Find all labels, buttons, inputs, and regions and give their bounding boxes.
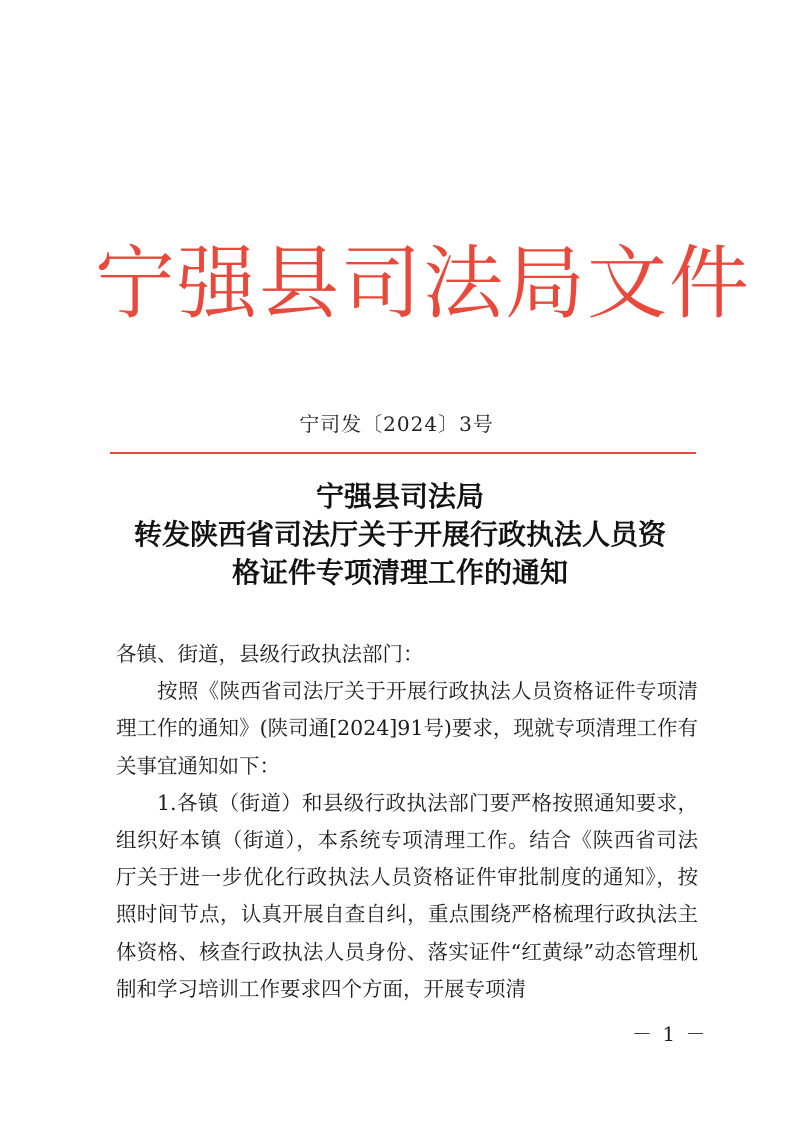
salutation: 各镇、街道，县级行政执法部门： [116,642,424,666]
notice-title [100,478,700,592]
red-separator-line [110,452,696,454]
notice-title-line-1: 宁强县司法局 [315,480,484,513]
document-number: 宁司发〔2024〕3号 [299,412,494,436]
body-paragraph-2: 1.各镇（街道）和县级行政执法部门要严格按照通知要求，组织好本镇（街道），本系统专项清理工作。结合《陕西省司法厅关于进一步优化行政执法人员资格证件审批制度的通知》，按照时间节点，认真开展自查自纠，重点围绕严格梳理行政执法主体资格、核查行政执法人员身份、落实证件“红黄绿”动态管理机制和学习培训工作要求四个方面，开展专项清 [116,790,698,1001]
masthead-title: 宁强县司法局文件 [95,237,751,330]
notice-title-line-3: 格证件专项清理工作的通知 [231,556,568,589]
body-paragraph-1: 按照《陕西省司法厅关于开展行政执法人员资格证件专项清理工作的通知》(陕司通[2024]91号)要求，现就专项清理工作有关事宜通知如下： [116,679,698,778]
notice-body [116,636,698,1008]
page-number: － 1 － [632,1022,708,1046]
notice-title-line-2: 转发陕西省司法厅关于开展行政执法人员资 [133,518,666,551]
